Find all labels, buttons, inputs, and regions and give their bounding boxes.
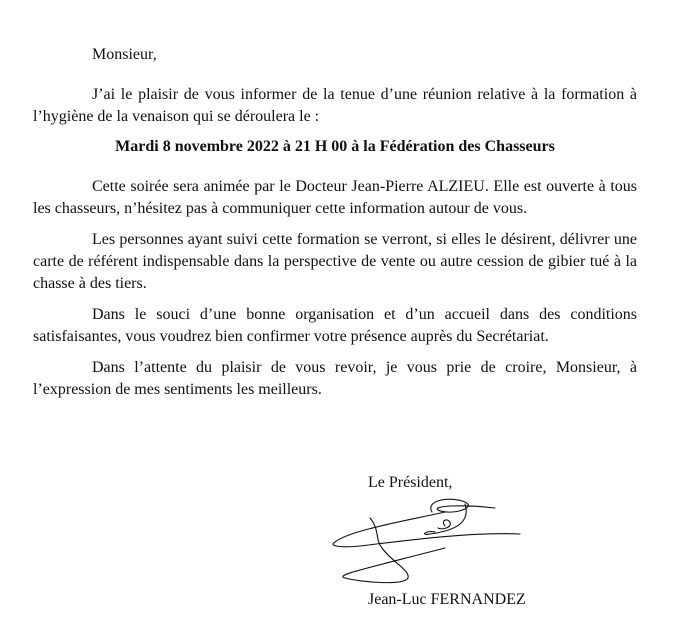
paragraph-speaker: Cette soirée sera animée par le Docteur Jean-Pierre ALZIEU. Elle est ouverte à tous les chasseurs, n’hésitez pas à communiquer cette information autour de vous. [33, 178, 637, 217]
salutation: Monsieur, [92, 46, 157, 63]
event-date-location: Mardi 8 novembre 2022 à 21 H 00 à la Fédération des Chasseurs [115, 138, 555, 155]
paragraph-closing: Dans l’attente du plaisir de vous revoir, je vous prie de croire, Monsieur, à l’expression de mes sentiments les meilleurs. [33, 359, 637, 398]
signatory-role: Le Président, [368, 474, 453, 491]
paragraph-confirmation: Dans le souci d’une bonne organisation et d’un accueil dans des conditions satisfaisantes, vous voudrez bien confirmer votre présence auprès du Secrétariat. [33, 306, 637, 345]
paragraph-referent-card: Les personnes ayant suivi cette formation se verront, si elles le désirent, délivrer une carte de référent indispensable dans la perspective de vente ou autre cession de gibier tué à la chasse à des tiers. [33, 231, 637, 292]
paragraph-invitation: J’ai le plaisir de vous informer de la tenue d’une réunion relative à la formation à l’hygiène de la venaison qui se déroulera le : [33, 86, 637, 125]
signatory-name: Jean-Luc FERNANDEZ [368, 591, 526, 608]
handwritten-signature [320, 490, 560, 590]
